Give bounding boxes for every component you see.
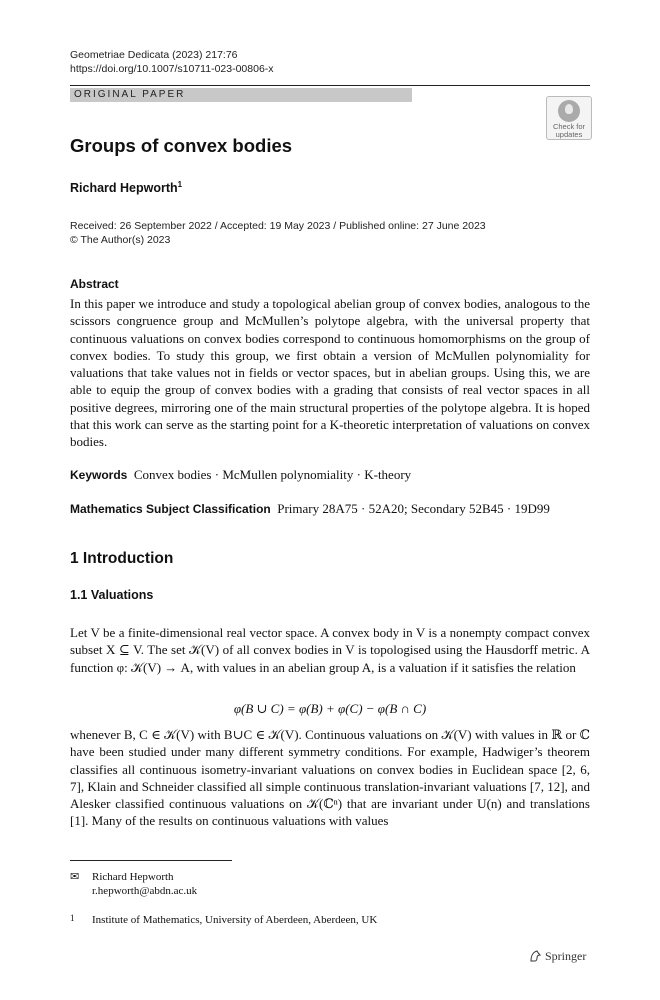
author-affiliation-mark: 1 [177, 180, 183, 189]
check-updates-line2: updates [555, 130, 583, 139]
contact-envelope-icon: ✉ [70, 871, 80, 883]
valuation-equation: φ(B ∪ C) = φ(B) + φ(C) − φ(B ∩ C) [233, 701, 427, 716]
contact-block [92, 870, 197, 898]
author-name[interactable]: Richard Hepworth [70, 181, 178, 196]
abstract-heading: Abstract [70, 277, 119, 291]
footnote-rule [70, 860, 232, 861]
journal-citation: Geometriae Dedicata (2023) 217:76 [70, 49, 238, 61]
body-paragraph-2: whenever B, C ∈ 𝒦(V) with B∪C ∈ 𝒦(V). Continuous valuations on 𝒦(V) with values in ℝ or ℂ have been studied under many different symmetry conditions. For example, Hadwiger’s theorem classifies all continuous isometry-invariant valuations on convex bodies in Euclidean space [2, 6, 7], Klain and Schneider classified all simple continuous translation-invariant valuations [7, 12], and Alesker classified continuous valuations on 𝒦(ℂⁿ) that are invariant under U(n) and translations [1]. Many of the results on continuous valuations with values [70, 727, 590, 829]
keywords-line [70, 467, 411, 483]
paper-title: Groups of convex bodies [70, 135, 293, 156]
subsection-heading: 1.1 Valuations [70, 588, 154, 602]
msc-text: Primary 28A75 · 52A20; Secondary 52B45 · 19D99 [277, 501, 550, 516]
article-type-bar [70, 88, 412, 102]
publication-dates [70, 219, 486, 247]
affiliation-number: 1 [70, 913, 75, 923]
body-paragraph-1: Let V be a finite-dimensional real vector space. A convex body in V is a nonempty compact convex subset X ⊆ V. The set 𝒦(V) of all convex bodies in V is topologised using the Hausdorff metric. A function φ: 𝒦(V) → A, with values in an abelian group A, is a valuation if it satisfies the relation [70, 625, 590, 675]
contact-name: Richard Hepworth [92, 871, 174, 883]
springer-horse-icon [528, 949, 542, 963]
copyright-line: © The Author(s) 2023 [70, 234, 171, 246]
check-updates-line1: Check for [552, 122, 586, 131]
publisher-logo [528, 949, 586, 964]
check-for-updates-badge[interactable] [546, 96, 592, 140]
section-heading: 1 Introduction [70, 550, 174, 567]
dates-line: Received: 26 September 2022 / Accepted: 19 May 2023 / Published online: 27 June 2023 [70, 220, 486, 232]
author-line [70, 180, 182, 195]
abstract-text: In this paper we introduce and study a topological abelian group of convex bodies, analogous to the scissors congruence group and McMullen’s polytope algebra, with the universal property that continuous valuations on convex bodies correspond to continuous homomorphisms on the group of convex bodies. To study this group, we first obtain a version of McMullen polynomiality for valuations that take values not in fields or vector spaces, but in abelian groups. Using this, we are able to equip the group of convex bodies with a grading that consists of real vector spaces in all positive degrees, mirroring one of the main structural properties of the polytope algebra. It is hoped that this work can serve as the starting point for a K-theoretic interpretation of valuations on convex bodies. [70, 296, 590, 450]
contact-email[interactable]: r.hepworth@abdn.ac.uk [92, 885, 198, 897]
keywords-label: Keywords [70, 468, 128, 482]
keywords-text: Convex bodies · McMullen polynomiality · K-theory [133, 467, 412, 482]
journal-header [70, 48, 274, 76]
check-updates-icon [558, 100, 580, 122]
affiliation-text: Institute of Mathematics, University of Aberdeen, Aberdeen, UK [92, 914, 378, 926]
doi-link[interactable]: https://doi.org/10.1007/s10711-023-00806-x [70, 63, 274, 75]
publisher-name: Springer [545, 949, 587, 963]
header-rule [70, 85, 590, 86]
article-type-label: ORIGINAL PAPER [74, 89, 186, 100]
msc-line [70, 501, 550, 517]
msc-label: Mathematics Subject Classification [70, 502, 271, 516]
